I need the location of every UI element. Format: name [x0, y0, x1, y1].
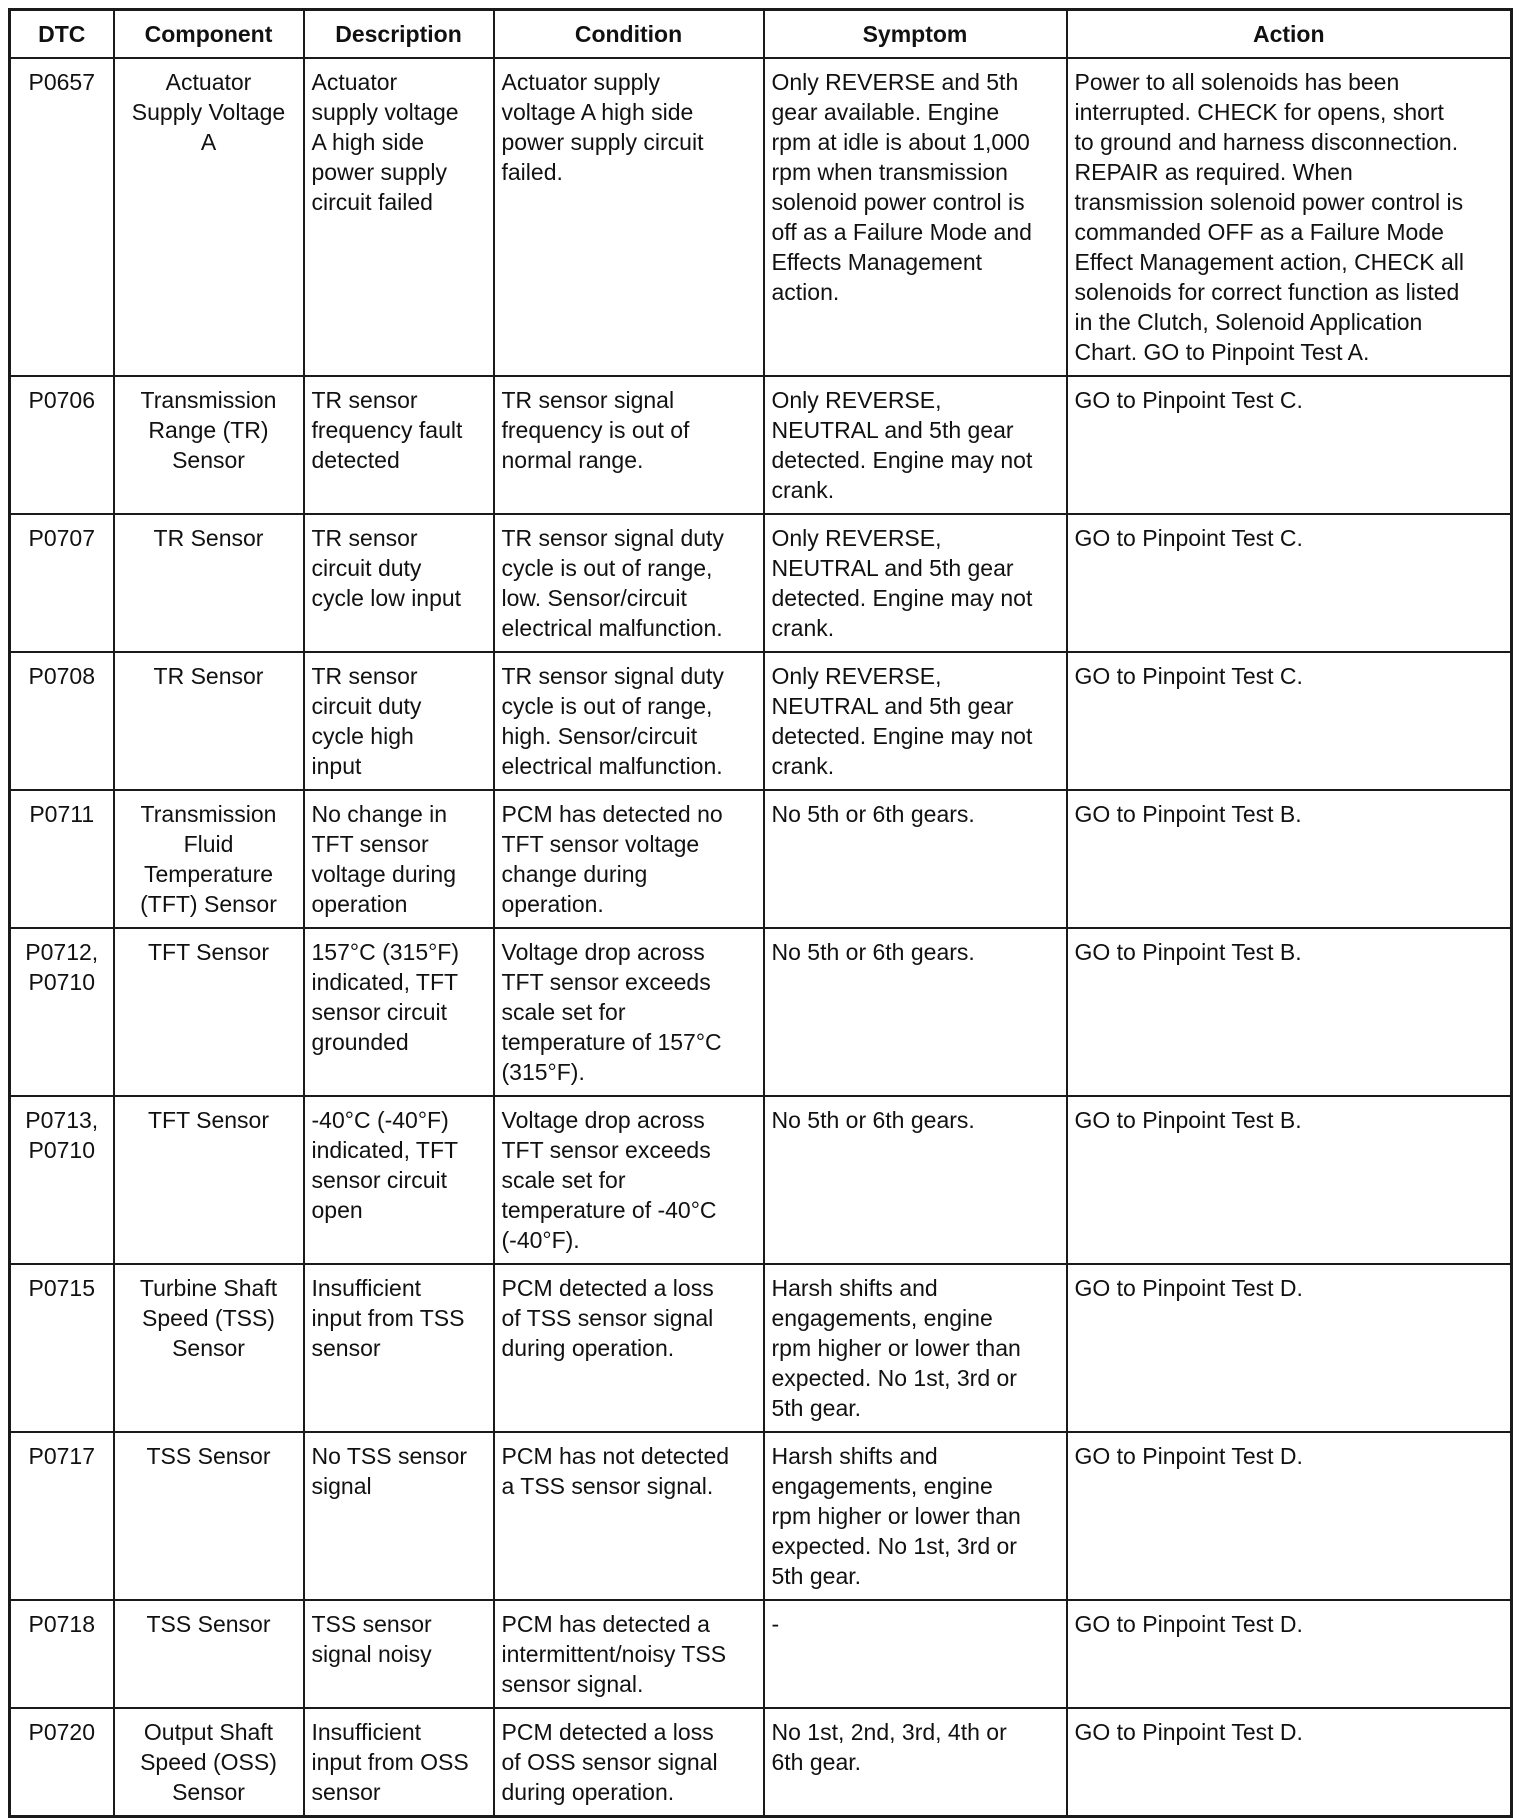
header-component: Component [114, 10, 304, 59]
cell-action: GO to Pinpoint Test B. [1067, 1096, 1512, 1264]
cell-description: TSS sensor signal noisy [304, 1600, 494, 1708]
table-row [10, 1096, 1512, 1264]
cell-dtc: P0715 [10, 1264, 114, 1432]
cell-condition: TR sensor signal frequency is out of normal range. [494, 376, 764, 514]
cell-condition: Voltage drop across TFT sensor exceeds scale set for temperature of -40°C (-40°F). [494, 1096, 764, 1264]
cell-condition: PCM detected a loss of OSS sensor signal during operation. [494, 1708, 764, 1817]
cell-symptom: No 5th or 6th gears. [764, 1096, 1067, 1264]
cell-dtc: P0717 [10, 1432, 114, 1600]
cell-dtc: P0720 [10, 1708, 114, 1817]
header-condition: Condition [494, 10, 764, 59]
header-dtc: DTC [10, 10, 114, 59]
cell-component: Transmission Range (TR) Sensor [114, 376, 304, 514]
cell-component: Output Shaft Speed (OSS) Sensor [114, 1708, 304, 1817]
cell-dtc: P0657 [10, 58, 114, 376]
cell-action: Power to all solenoids has been interrupted. CHECK for opens, short to ground and harness disconnection. REPAIR as required. When transmission solenoid power control is commanded OFF as a Failure Mode Effect Management action, CHECK all solenoids for correct function as listed in the Clutch, Solenoid Application Chart. GO to Pinpoint Test A. [1067, 58, 1512, 376]
cell-component: TR Sensor [114, 514, 304, 652]
cell-dtc: P0707 [10, 514, 114, 652]
cell-condition: Actuator supply voltage A high side power supply circuit failed. [494, 58, 764, 376]
cell-symptom: Only REVERSE, NEUTRAL and 5th gear detected. Engine may not crank. [764, 652, 1067, 790]
cell-component: Actuator Supply Voltage A [114, 58, 304, 376]
cell-symptom: Harsh shifts and engagements, engine rpm higher or lower than expected. No 1st, 3rd or 5th gear. [764, 1432, 1067, 1600]
table-row [10, 652, 1512, 790]
cell-action: GO to Pinpoint Test B. [1067, 928, 1512, 1096]
cell-symptom: - [764, 1600, 1067, 1708]
header-symptom: Symptom [764, 10, 1067, 59]
cell-action: GO to Pinpoint Test B. [1067, 790, 1512, 928]
cell-condition: Voltage drop across TFT sensor exceeds scale set for temperature of 157°C (315°F). [494, 928, 764, 1096]
cell-dtc: P0713, P0710 [10, 1096, 114, 1264]
cell-description: TR sensor frequency fault detected [304, 376, 494, 514]
table-row [10, 790, 1512, 928]
cell-dtc: P0708 [10, 652, 114, 790]
cell-dtc: P0712, P0710 [10, 928, 114, 1096]
cell-symptom: No 5th or 6th gears. [764, 790, 1067, 928]
cell-action: GO to Pinpoint Test C. [1067, 652, 1512, 790]
cell-component: Turbine Shaft Speed (TSS) Sensor [114, 1264, 304, 1432]
table-row [10, 1264, 1512, 1432]
cell-description: No TSS sensor signal [304, 1432, 494, 1600]
cell-condition: TR sensor signal duty cycle is out of range, low. Sensor/circuit electrical malfunction. [494, 514, 764, 652]
cell-dtc: P0706 [10, 376, 114, 514]
cell-condition: PCM has detected no TFT sensor voltage change during operation. [494, 790, 764, 928]
cell-component: TFT Sensor [114, 928, 304, 1096]
cell-description: Actuator supply voltage A high side power supply circuit failed [304, 58, 494, 376]
header-action: Action [1067, 10, 1512, 59]
cell-component: TSS Sensor [114, 1432, 304, 1600]
cell-description: TR sensor circuit duty cycle high input [304, 652, 494, 790]
cell-symptom: No 1st, 2nd, 3rd, 4th or 6th gear. [764, 1708, 1067, 1817]
cell-component: TFT Sensor [114, 1096, 304, 1264]
cell-dtc: P0718 [10, 1600, 114, 1708]
cell-action: GO to Pinpoint Test D. [1067, 1708, 1512, 1817]
cell-condition: PCM has detected a intermittent/noisy TSS sensor signal. [494, 1600, 764, 1708]
table-row [10, 514, 1512, 652]
cell-action: GO to Pinpoint Test D. [1067, 1600, 1512, 1708]
table-row [10, 1600, 1512, 1708]
cell-description: 157°C (315°F) indicated, TFT sensor circuit grounded [304, 928, 494, 1096]
cell-description: Insufficient input from TSS sensor [304, 1264, 494, 1432]
cell-component: TR Sensor [114, 652, 304, 790]
cell-symptom: Only REVERSE and 5th gear available. Engine rpm at idle is about 1,000 rpm when transmission solenoid power control is off as a Failure Mode and Effects Management action. [764, 58, 1067, 376]
cell-description: Insufficient input from OSS sensor [304, 1708, 494, 1817]
cell-symptom: No 5th or 6th gears. [764, 928, 1067, 1096]
cell-condition: TR sensor signal duty cycle is out of range, high. Sensor/circuit electrical malfunction. [494, 652, 764, 790]
cell-symptom: Only REVERSE, NEUTRAL and 5th gear detected. Engine may not crank. [764, 514, 1067, 652]
cell-description: No change in TFT sensor voltage during operation [304, 790, 494, 928]
cell-description: -40°C (-40°F) indicated, TFT sensor circuit open [304, 1096, 494, 1264]
cell-condition: PCM has not detected a TSS sensor signal. [494, 1432, 764, 1600]
cell-condition: PCM detected a loss of TSS sensor signal during operation. [494, 1264, 764, 1432]
cell-symptom: Only REVERSE, NEUTRAL and 5th gear detected. Engine may not crank. [764, 376, 1067, 514]
cell-component: Transmission Fluid Temperature (TFT) Sensor [114, 790, 304, 928]
table-row [10, 58, 1512, 376]
table-row [10, 1432, 1512, 1600]
table-row [10, 928, 1512, 1096]
table-row [10, 376, 1512, 514]
cell-symptom: Harsh shifts and engagements, engine rpm higher or lower than expected. No 1st, 3rd or 5th gear. [764, 1264, 1067, 1432]
cell-component: TSS Sensor [114, 1600, 304, 1708]
table-row [10, 1708, 1512, 1817]
cell-description: TR sensor circuit duty cycle low input [304, 514, 494, 652]
cell-action: GO to Pinpoint Test C. [1067, 514, 1512, 652]
cell-action: GO to Pinpoint Test C. [1067, 376, 1512, 514]
table-header-row [10, 10, 1512, 59]
cell-dtc: P0711 [10, 790, 114, 928]
cell-action: GO to Pinpoint Test D. [1067, 1264, 1512, 1432]
cell-action: GO to Pinpoint Test D. [1067, 1432, 1512, 1600]
header-description: Description [304, 10, 494, 59]
dtc-table [8, 8, 1513, 1818]
